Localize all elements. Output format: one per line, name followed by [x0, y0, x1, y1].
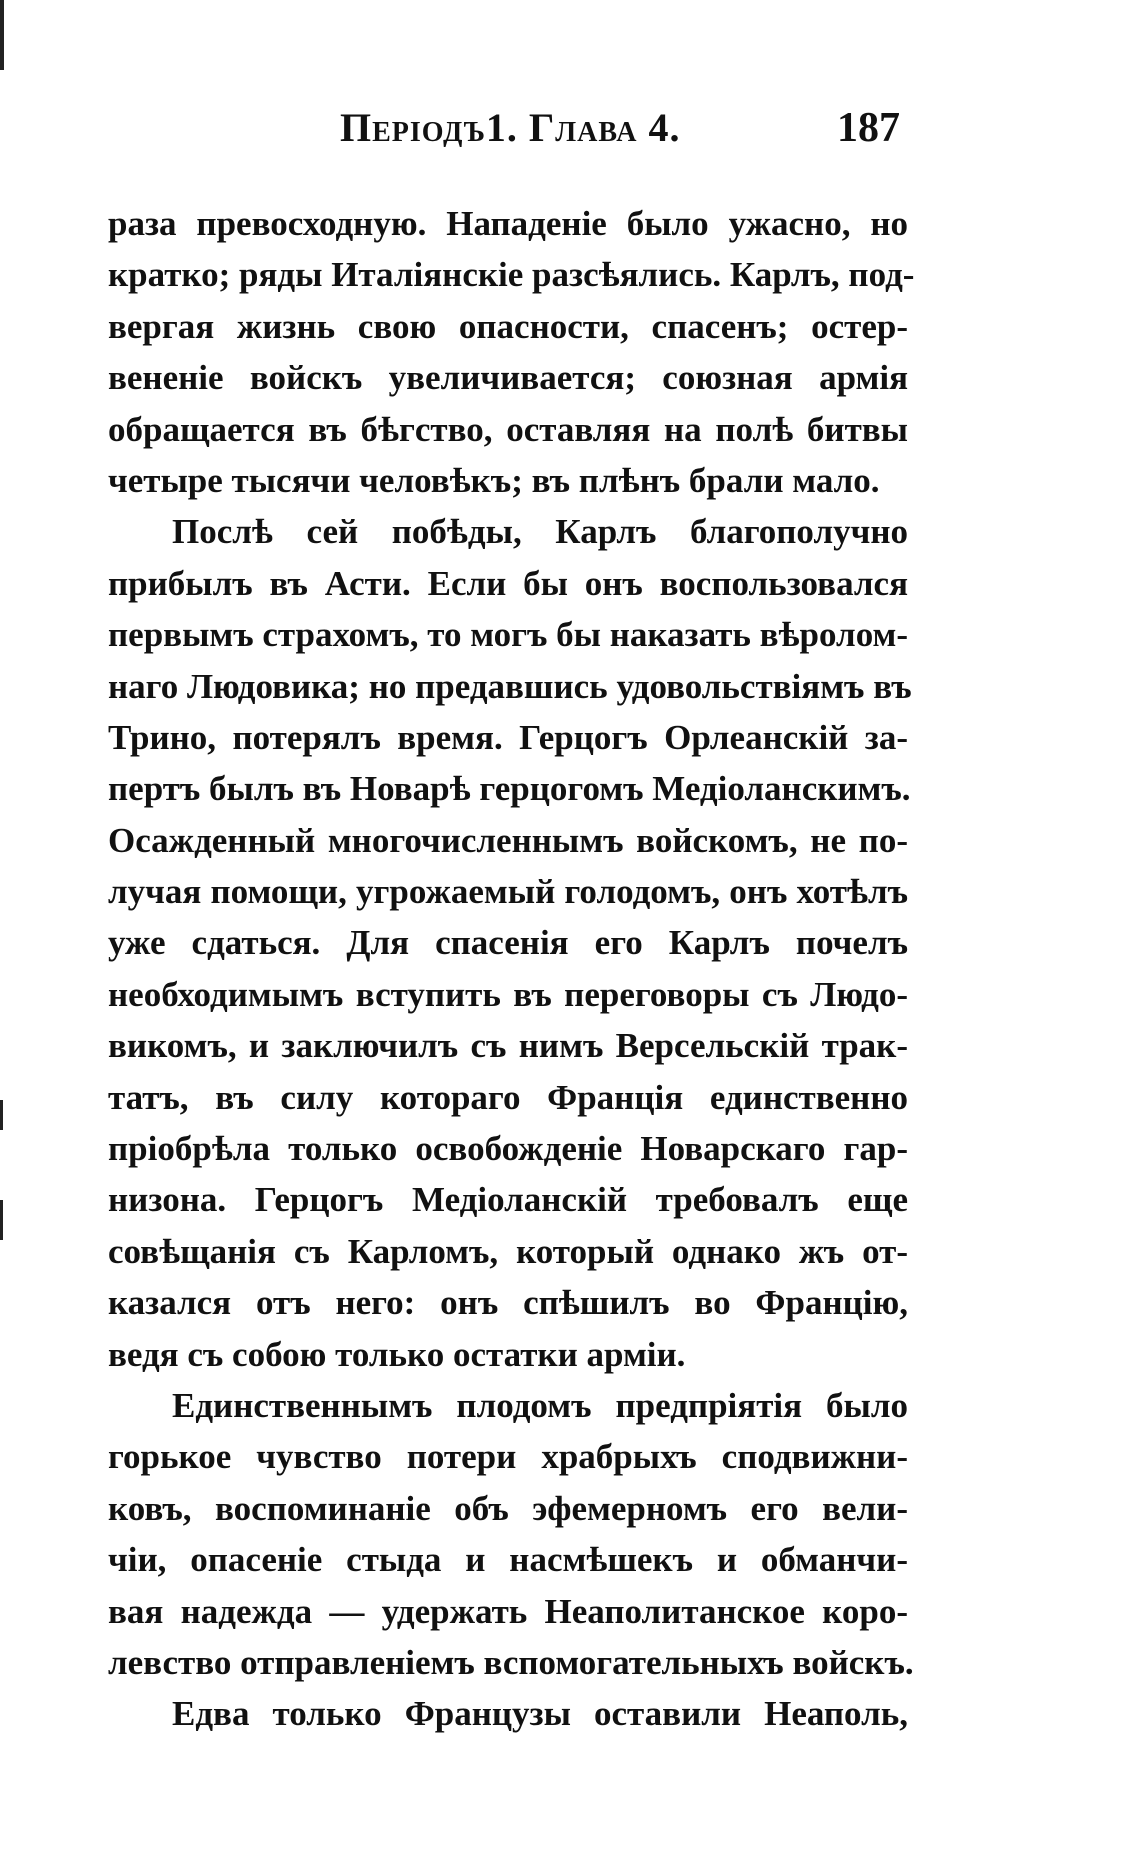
text-line: Трино, потерялъ время. Герцогъ Орлеанскій за-	[108, 717, 908, 757]
text-line: вая надежда — удержать Неаполитанское коро-	[108, 1591, 908, 1631]
text-line: обращается въ бѣгство, оставляя на полѣ битвы	[108, 409, 908, 449]
page-edge-mark	[0, 1100, 3, 1130]
text-line: левство отправленіемъ вспомогательныхъ войскъ.	[108, 1642, 914, 1682]
text-line: низона. Герцогъ Медіоланскій требовалъ еще	[108, 1180, 908, 1220]
page-header	[340, 104, 900, 164]
text-line: казался отъ него: онъ спѣшилъ во Францію,	[108, 1283, 908, 1323]
text-line: пертъ былъ въ Новарѣ герцогомъ Медіоланскимъ.	[108, 769, 911, 809]
text-line: уже сдаться. Для спасенія его Карлъ почелъ	[108, 923, 908, 963]
text-line: четыре тысячи человѣкъ; въ плѣнъ брали мало.	[108, 460, 880, 500]
text-line: Осажденный многочисленнымъ войскомъ, не по-	[108, 820, 908, 860]
paragraph-first-line: Едва только Французы оставили Неаполь,	[172, 1694, 908, 1734]
text-line: пріобрѣла только освобожденіе Новарскаго гар-	[108, 1129, 908, 1169]
page-number: 187	[837, 105, 900, 151]
text-line: кратко; ряды Италіянскіе разсѣялись. Карлъ, под-	[108, 255, 915, 295]
text-line: прибылъ въ Асти. Если бы онъ воспользовался	[108, 563, 908, 603]
text-line: совѣщанія съ Карломъ, который однако жъ от-	[108, 1231, 908, 1271]
body-text	[108, 198, 915, 1740]
page-edge-mark	[0, 1200, 3, 1240]
text-line: викомъ, и заключилъ съ нимъ Версельскій трак-	[108, 1026, 908, 1066]
running-head: Періодъ1. Глава 4.	[340, 105, 681, 150]
text-line: татъ, въ силу котораго Франція единственно	[108, 1077, 908, 1117]
text-line: наго Людовика; но предавшись удовольствіямъ въ	[108, 666, 912, 706]
text-line: необходимымъ вступить въ переговоры съ Людо-	[108, 974, 908, 1014]
paragraph-first-line: Послѣ сей побѣды, Карлъ благополучно	[172, 512, 908, 552]
text-line: лучая помощи, угрожаемый голодомъ, онъ хотѣлъ	[108, 872, 908, 912]
text-line: вененіе войскъ увеличивается; союзная армія	[108, 358, 908, 398]
text-line: раза превосходную. Нападеніе было ужасно, но	[108, 204, 908, 243]
text-line: вергая жизнь свою опасности, спасенъ; остер-	[108, 306, 908, 346]
paragraph-first-line: Единственнымъ плодомъ предпріятія было	[172, 1385, 908, 1425]
page-edge-mark	[0, 0, 4, 70]
text-line: горькое чувство потери храбрыхъ сподвижни-	[108, 1437, 908, 1477]
text-line: первымъ страхомъ, то могъ бы наказать вѣролом-	[108, 615, 909, 655]
text-line: чіи, опасеніе стыда и насмѣшекъ и обманчи-	[108, 1540, 908, 1580]
text-line: ковъ, воспоминаніе объ эфемерномъ его вели-	[108, 1488, 908, 1528]
text-line: ведя съ собою только остатки арміи.	[108, 1334, 686, 1374]
